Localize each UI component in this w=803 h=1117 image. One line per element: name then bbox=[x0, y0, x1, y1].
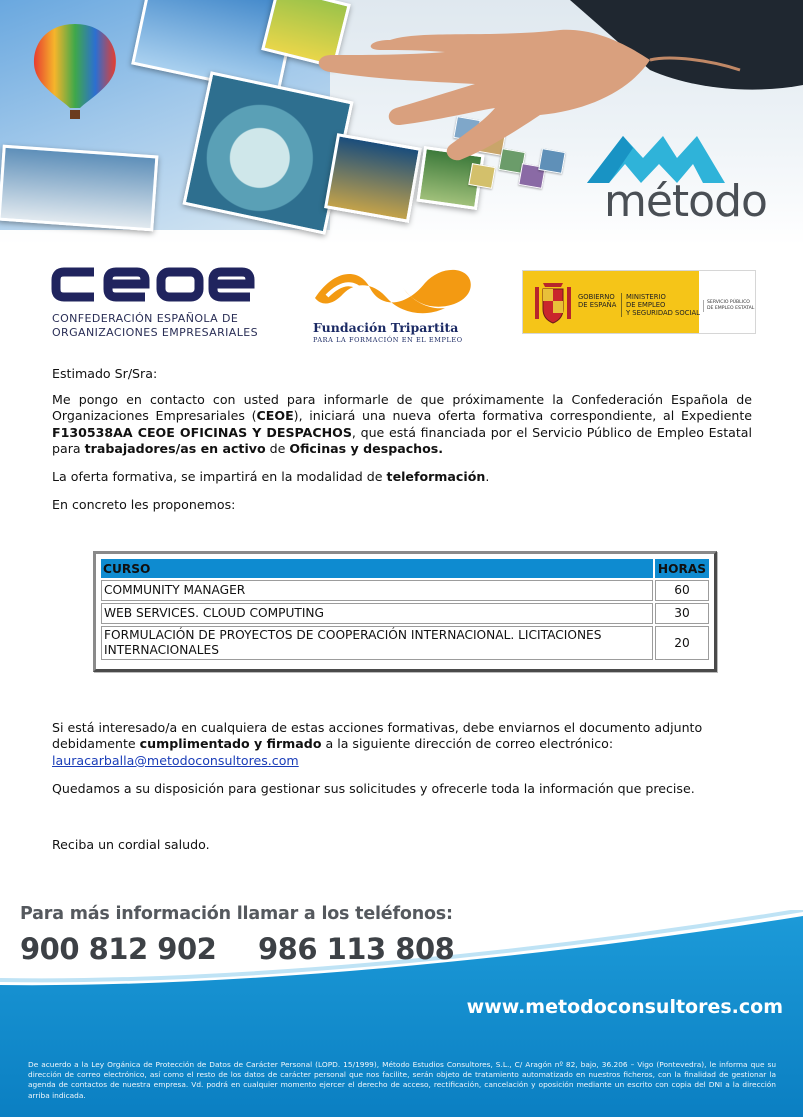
text-run-bold: Oficinas y despachos. bbox=[289, 441, 444, 457]
column-header-horas: HORAS bbox=[655, 559, 709, 578]
hero-photo-panel bbox=[0, 145, 158, 232]
ceoe-subtitle-line: CONFEDERACIÓN ESPAÑOLA DE bbox=[52, 312, 239, 325]
hot-air-balloon-icon bbox=[30, 22, 120, 122]
ministerio-label-line: DE EMPLEO bbox=[626, 301, 666, 309]
text-run-bold: cumplimentado y firmado bbox=[139, 736, 322, 752]
text-run: a la siguiente dirección de correo electrónico: bbox=[321, 736, 614, 752]
course-name-cell: FORMULACIÓN DE PROYECTOS DE COOPERACIÓN INTERNACIONAL. LICITACIONES INTERNACIONALES bbox=[101, 626, 653, 660]
text-run-bold: teleformación bbox=[386, 469, 486, 484]
tripartita-swirl-icon bbox=[305, 258, 480, 318]
table-header-row bbox=[101, 559, 709, 578]
sepe-label-line: DE EMPLEO ESTATAL bbox=[707, 306, 755, 311]
text-run: Si está interesado/a en cualquiera de estas acciones formativas, debe enviarnos el documento adjunto debidamente bbox=[52, 720, 703, 752]
gobierno-label-line: GOBIERNO bbox=[578, 293, 615, 301]
courses-table-frame bbox=[93, 551, 717, 672]
text-run: La oferta formativa, se impartirá en la modalidad de bbox=[52, 469, 387, 484]
footer-phone-number[interactable]: 900 812 902 bbox=[20, 932, 217, 966]
text-run: , que está financiada por el Servicio Público de Empleo Estatal para bbox=[52, 424, 752, 457]
metodo-wordmark: método bbox=[604, 176, 767, 227]
course-hours-cell: 30 bbox=[655, 603, 709, 624]
ministerio-label-line: Y SEGURIDAD SOCIAL bbox=[626, 309, 700, 317]
fundacion-tagline: PARA LA FORMACIÓN EN EL EMPLEO bbox=[313, 336, 463, 344]
footer-website-link[interactable]: www.metodoconsultores.com bbox=[466, 996, 783, 1018]
letter-closing: Reciba un cordial saludo. bbox=[52, 837, 210, 852]
table-row bbox=[101, 580, 709, 601]
column-header-curso: CURSO bbox=[101, 559, 653, 578]
gobierno-label bbox=[578, 293, 616, 309]
course-name-cell: WEB SERVICES. CLOUD COMPUTING bbox=[101, 603, 653, 624]
ministerio-label bbox=[621, 293, 700, 317]
footer-legal-notice: De acuerdo a la Ley Orgánica de Protección de Datos de Carácter Personal (LOPD. 15/1999), Método Estudios Consultores, S.L., C/ Aragón nº 82, bajo, 36.206 – Vigo (Pontevedra), le informa que su dirección de correo electrónico, así como el resto de los datos de carácter personal que nos facilite, serán objeto de tratamiento automatizado en nuestros ficheros, con la finalidad de gestionar la agenda de contactos de nuestra empresa. Vd. podrá en cualquier momento ejercer el derecho de acceso, rectificación, cancelación y oposición mediante un escrito con copia del DNI a la dirección arriba indicada. bbox=[28, 1060, 776, 1100]
table-row bbox=[101, 626, 709, 660]
sepe-label bbox=[703, 300, 754, 312]
contact-email-link[interactable]: lauracarballa@metodoconsultores.com bbox=[52, 752, 299, 768]
ceoe-subtitle bbox=[52, 312, 258, 340]
ceoe-wordmark-icon bbox=[50, 262, 255, 307]
table-row bbox=[101, 603, 709, 624]
hero-banner bbox=[0, 0, 803, 245]
text-run-bold: F130538AA CEOE OFICINAS Y DESPACHOS bbox=[52, 424, 352, 440]
fundacion-name: Fundación Tripartita bbox=[313, 320, 459, 335]
ceoe-logo bbox=[50, 262, 258, 342]
course-hours-cell: 60 bbox=[655, 580, 709, 601]
ministerio-label-line: MINISTERIO bbox=[626, 293, 666, 301]
courses-table bbox=[99, 557, 711, 662]
letter-paragraph-proposal: En concreto les proponemos: bbox=[52, 497, 236, 512]
ceoe-subtitle-line: ORGANIZACIONES EMPRESARIALES bbox=[52, 326, 258, 339]
letter-paragraph-instructions bbox=[52, 720, 752, 769]
fundacion-tripartita-logo bbox=[305, 258, 480, 348]
footer-phone-number[interactable]: 986 113 808 bbox=[258, 932, 455, 966]
footer-phone-heading: Para más información llamar a los teléfonos: bbox=[20, 904, 453, 924]
letter-paragraph-modality bbox=[52, 469, 752, 485]
text-run-bold: trabajadores/as en activo bbox=[84, 441, 266, 457]
gobierno-label-line: DE ESPAÑA bbox=[578, 301, 617, 309]
text-run: ), iniciará una nueva oferta formativa correspondiente, al Expediente bbox=[293, 408, 753, 424]
course-name-cell: COMMUNITY MANAGER bbox=[101, 580, 653, 601]
text-run: Me pongo en contacto con usted para informarle de que próximamente la Confederación Española de Organizaciones Empresariales ( bbox=[52, 392, 752, 424]
text-run: de bbox=[265, 441, 290, 457]
text-run: . bbox=[485, 469, 490, 484]
letter-paragraph-intro bbox=[52, 392, 752, 458]
text-run-bold: CEOE bbox=[256, 408, 294, 424]
footer bbox=[0, 890, 803, 1117]
course-hours-cell: 20 bbox=[655, 626, 709, 660]
letter-paragraph-availability: Quedamos a su disposición para gestionar sus solicitudes y ofrecerle toda la información que precise. bbox=[52, 781, 695, 796]
sepe-label-line: SERVICIO PÚBLICO bbox=[707, 300, 750, 305]
letter-greeting: Estimado Sr/Sra: bbox=[52, 366, 158, 381]
coat-of-arms-icon bbox=[531, 277, 575, 327]
gobierno-espana-logo bbox=[522, 270, 756, 334]
